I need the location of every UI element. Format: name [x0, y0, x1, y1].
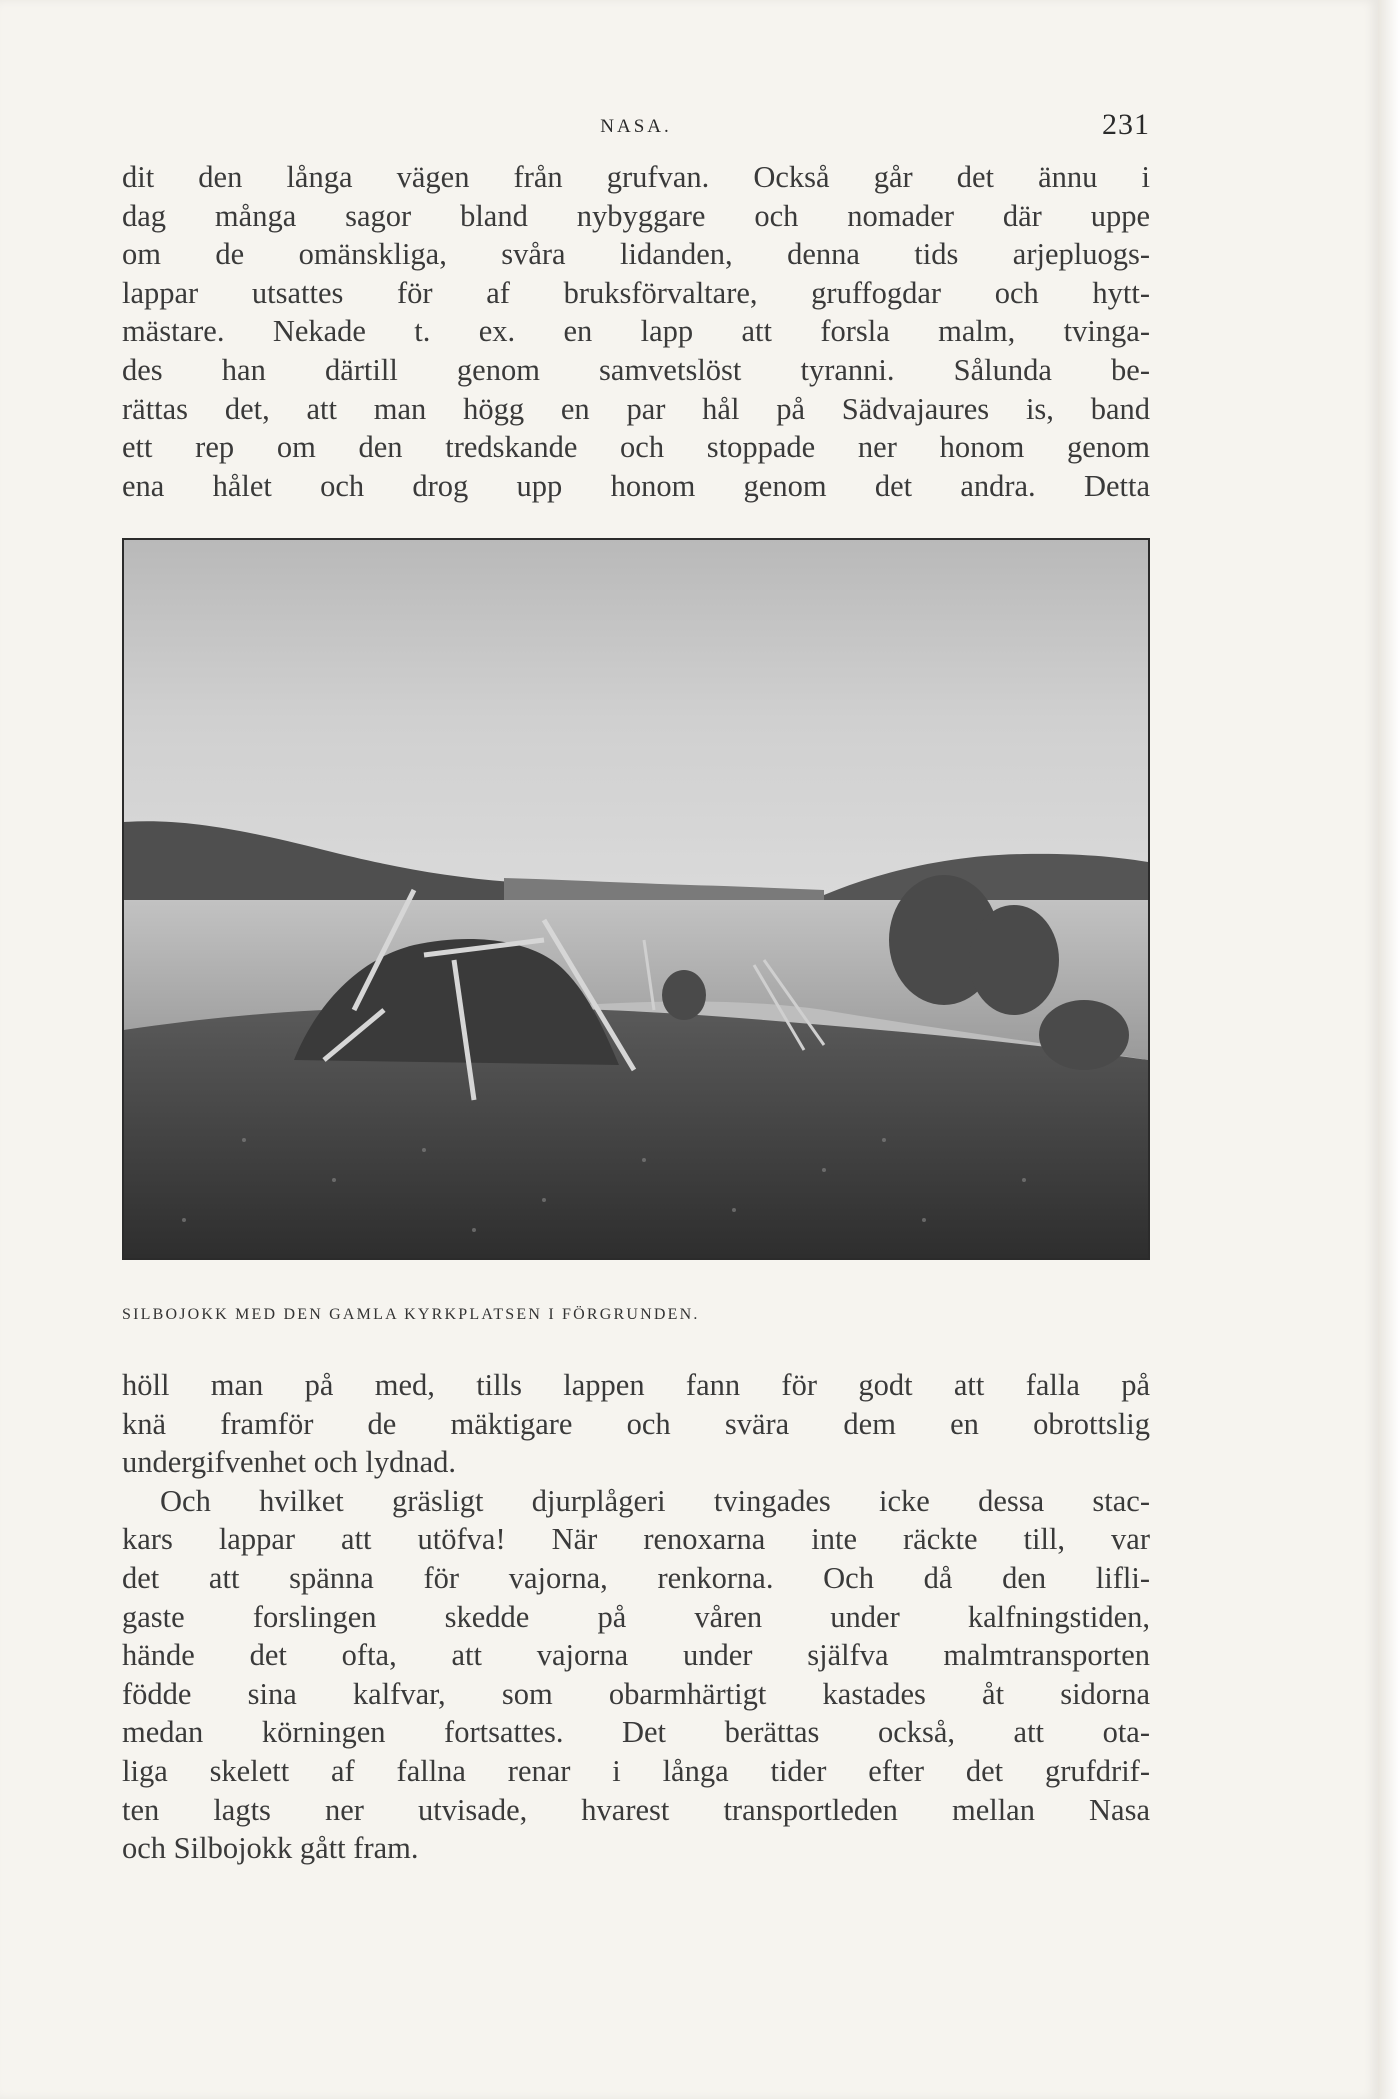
text-line: des han därtill genom samvetslöst tyranni. Sålunda be-: [122, 352, 1150, 387]
landscape-photograph: [122, 538, 1150, 1260]
text-line: dag många sagor bland nybyggare och nomader där uppe: [122, 198, 1150, 233]
text-line: födde sina kalfvar, som obarmhärtigt kastades åt sidorna: [122, 1676, 1150, 1711]
text-line: rättas det, att man högg en par hål på Sädvajaures is, band: [122, 391, 1150, 426]
text-line: och Silbojokk gått fram.: [122, 1831, 419, 1866]
running-title: NASA.: [600, 116, 672, 137]
text-line: om de omänskliga, svåra lidanden, denna tids arjepluogs-: [122, 237, 1150, 272]
text-line: hände det ofta, att vajorna under själfva malmtransporten: [122, 1638, 1150, 1673]
text-line: gaste forslingen skedde på våren under kalfningstiden,: [122, 1599, 1150, 1634]
text-line: undergifvenhet och lydnad.: [122, 1445, 456, 1480]
text-line: kars lappar att utöfva! När renoxarna inte räckte till, var: [122, 1522, 1150, 1557]
text-line: liga skelett af fallna renar i långa tider efter det grufdrif-: [122, 1753, 1150, 1788]
top-paragraph: [122, 158, 1150, 505]
bottom-paragraphs: [122, 1366, 1150, 1868]
text-line: Och hvilket gräsligt djurplågeri tvingades icke dessa stac-: [160, 1483, 1150, 1518]
text-line: ett rep om den tredskande och stoppade ner honom genom: [122, 430, 1150, 465]
text-line: ena hålet och drog upp honom genom det andra. Detta: [122, 468, 1150, 503]
text-line: det att spänna för vajorna, renkorna. Och då den lifli-: [122, 1560, 1150, 1595]
foreground-meadow: [124, 1007, 1148, 1258]
figure-caption: SILBOJOKK MED DEN GAMLA KYRKPLATSEN I FÖRGRUNDEN.: [122, 1306, 700, 1323]
text-line: mästare. Nekade t. ex. en lapp att forsla malm, tvinga-: [122, 314, 1150, 349]
page-number: 231: [1102, 108, 1150, 141]
text-line: knä framför de mäktigare och svära dem en obrottslig: [122, 1406, 1150, 1441]
page-edge: [1378, 0, 1400, 2099]
text-line: lappar utsattes för af bruksförvaltare, gruffogdar och hytt-: [122, 275, 1150, 310]
text-line: medan körningen fortsattes. Det berättas också, att ota-: [122, 1715, 1150, 1750]
text-line: dit den långa vägen från grufvan. Också går det ännu i: [122, 160, 1150, 194]
running-head: [122, 108, 1150, 148]
text-line: höll man på med, tills lappen fann för godt att falla på: [122, 1368, 1150, 1402]
text-line: ten lagts ner utvisade, hvarest transportleden mellan Nasa: [122, 1792, 1150, 1827]
photo-illustration: [124, 540, 1148, 1258]
